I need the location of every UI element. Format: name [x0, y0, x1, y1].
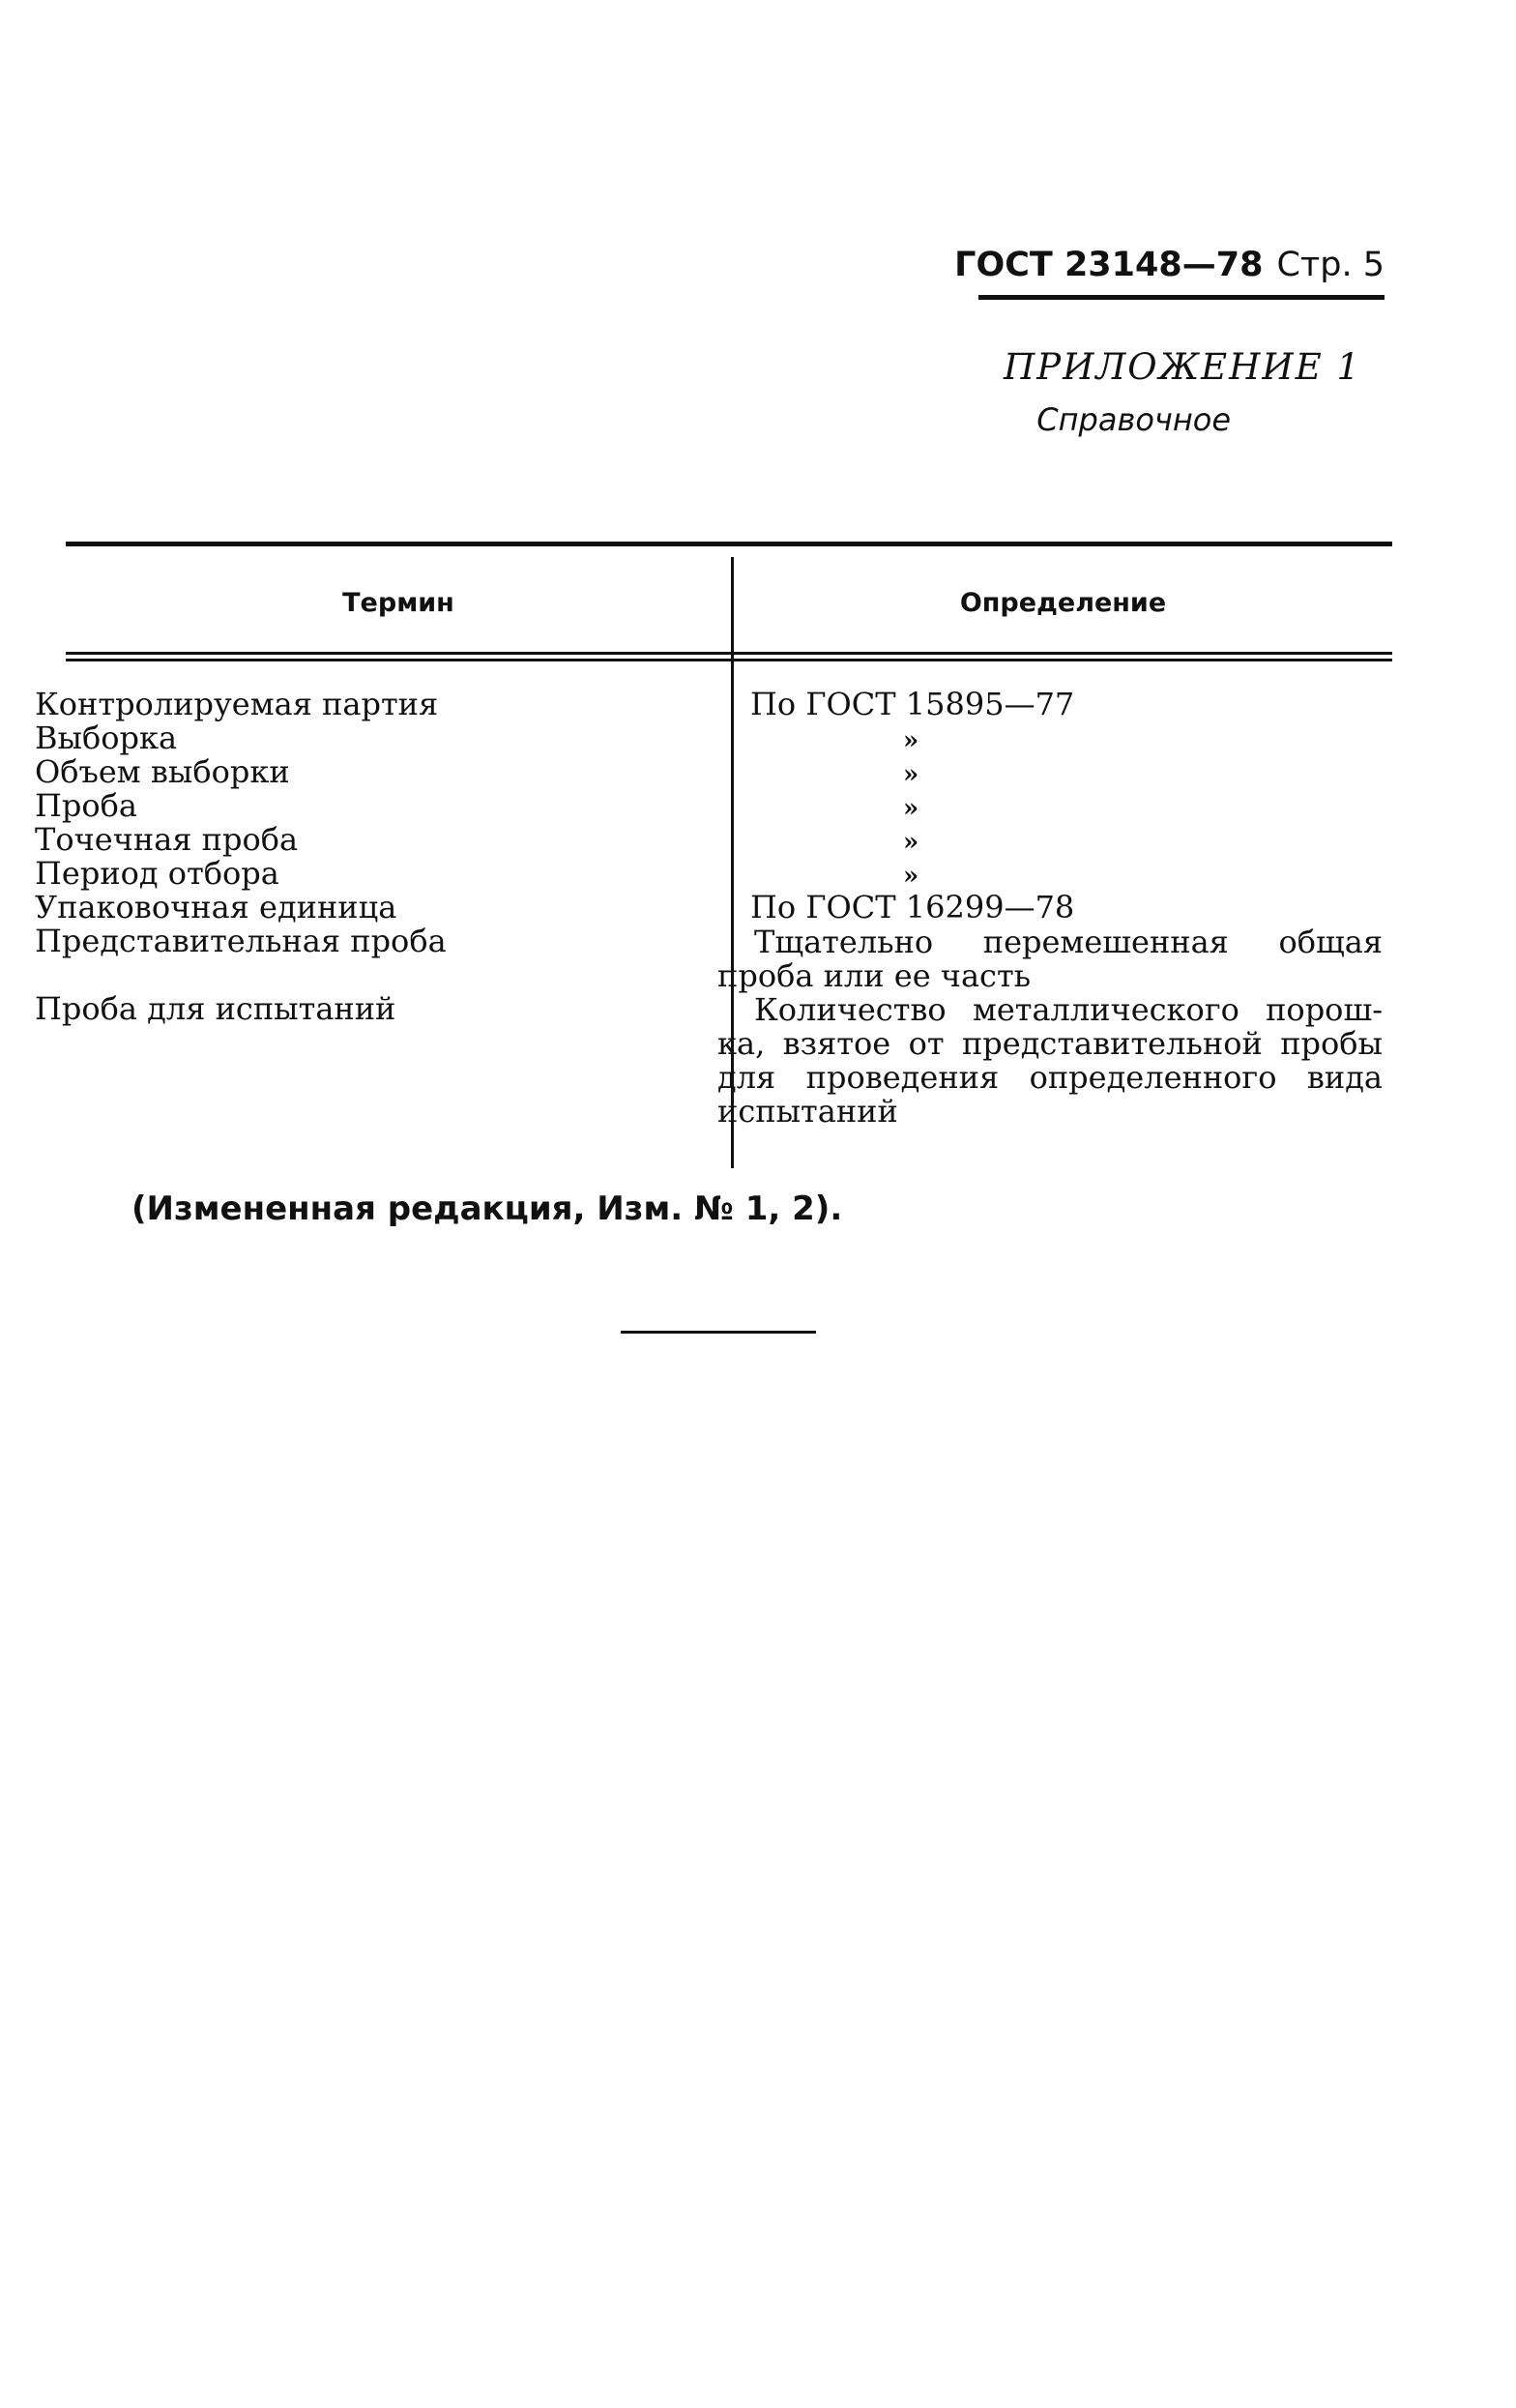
end-rule — [621, 1331, 816, 1334]
column-header-term: Термин — [342, 588, 454, 618]
appendix-title: ПРИЛОЖЕНИЕ 1 — [1003, 346, 1361, 388]
header-rule — [978, 295, 1385, 300]
table-row-term: Объем выборки — [35, 753, 290, 790]
table-row-term: Проба — [35, 787, 137, 824]
table-row-term: Упаковочная единица — [35, 889, 397, 925]
table-row-definition: По ГОСТ 16299—78 — [750, 889, 1075, 925]
ditto-mark: » — [903, 862, 919, 891]
table-row-term: Период отбора — [35, 855, 279, 892]
table-row-definition — [717, 993, 1383, 1129]
ditto-mark: » — [903, 726, 919, 755]
amendment-note: (Измененная редакция, Изм. № 1, 2). — [131, 1189, 843, 1228]
table-row-term: Контролируемая партия — [35, 686, 439, 722]
document-id: ГОСТ 23148—78 — [954, 246, 1264, 284]
ditto-mark: » — [903, 794, 919, 823]
header-rule-upper — [66, 652, 1392, 655]
ditto-mark: » — [903, 828, 919, 857]
table-row-term: Выборка — [35, 719, 178, 756]
definition-line: испытаний — [717, 1093, 898, 1130]
definition-line: ка, взятое от представительной пробы — [717, 1025, 1383, 1062]
appendix-subtitle: Справочное — [1036, 401, 1231, 438]
table-row-term: Проба для испытаний — [35, 990, 396, 1027]
definition-line: Тщательно перемешенная общая — [754, 924, 1383, 960]
definition-line: проба или ее часть — [717, 957, 1032, 994]
table-row-term: Представительная проба — [35, 923, 447, 959]
header-rule-lower — [66, 659, 1392, 661]
table-row-term: Точечная проба — [35, 821, 299, 858]
definition-line: Количество металлического порош- — [754, 991, 1383, 1028]
column-header-definition: Определение — [959, 588, 1167, 618]
table-row-definition — [717, 925, 1383, 993]
table-row-definition: По ГОСТ 15895—77 — [750, 686, 1075, 722]
page-number: Стр. 5 — [1276, 246, 1385, 284]
ditto-mark: » — [903, 760, 919, 789]
definition-line: для проведения определенного вида — [717, 1059, 1383, 1096]
page-header — [954, 246, 1385, 284]
table-top-rule — [66, 542, 1392, 546]
